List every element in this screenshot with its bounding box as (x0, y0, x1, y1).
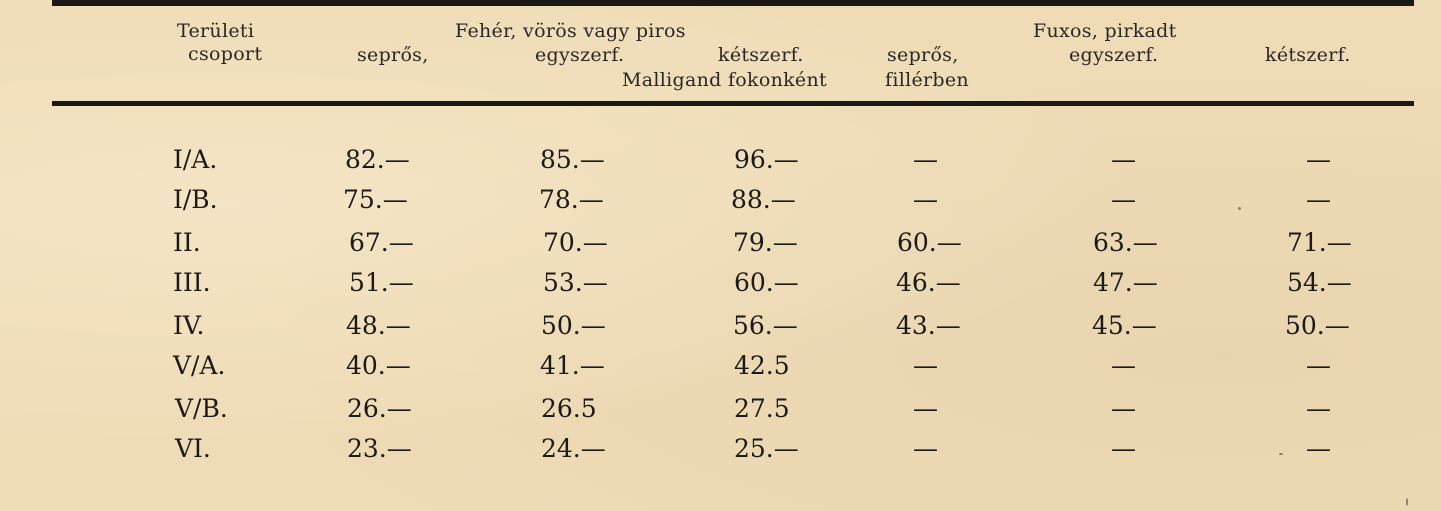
paper-speck (1238, 207, 1241, 210)
cell-egyszerf: 26.5 (541, 394, 597, 423)
header-group-line1: Területi (177, 20, 255, 42)
cell-ketszerf: 79.— (733, 228, 798, 257)
cell-fuxos-egyszerf: — (1111, 434, 1136, 463)
cell-fuxos-ketszerf: — (1306, 185, 1331, 214)
cell-fuxos-sepros: 43.— (896, 311, 961, 340)
row-group: II. (173, 228, 201, 257)
cell-ketszerf: 88.— (731, 185, 796, 214)
cell-egyszerf: 50.— (541, 311, 606, 340)
cell-fuxos-ketszerf: 54.— (1287, 268, 1352, 297)
header-malligand-note: Malligand fokonként (622, 69, 827, 91)
cell-sepros: 51.— (349, 268, 414, 297)
cell-fuxos-egyszerf: — (1111, 351, 1136, 380)
row-group: I/B. (173, 185, 218, 214)
cell-fuxos-sepros: — (913, 185, 938, 214)
cell-egyszerf: 70.— (543, 228, 608, 257)
header-fillerben-note: fillérben (885, 69, 969, 91)
row-group: IV. (173, 311, 205, 340)
paper-speck (1406, 498, 1408, 506)
cell-sepros: 23.— (347, 434, 412, 463)
top-rule (52, 0, 1414, 6)
cell-ketszerf: 27.5 (734, 394, 790, 423)
cell-sepros: 40.— (346, 351, 411, 380)
cell-fuxos-sepros: 46.— (896, 268, 961, 297)
cell-fuxos-egyszerf: — (1111, 394, 1136, 423)
header-group-line2: csoport (188, 43, 263, 65)
row-group: V/A. (173, 351, 226, 380)
cell-fuxos-sepros: — (913, 351, 938, 380)
cell-fuxos-egyszerf: 45.— (1092, 311, 1157, 340)
cell-sepros: 75.— (343, 185, 408, 214)
cell-fuxos-sepros: — (913, 434, 938, 463)
cell-fuxos-ketszerf: 71.— (1287, 228, 1352, 257)
header-fuxos-group-title: Fuxos, pirkadt (1033, 20, 1177, 42)
row-group: I/A. (173, 145, 218, 174)
cell-ketszerf: 42.5 (734, 351, 790, 380)
cell-egyszerf: 53.— (543, 268, 608, 297)
cell-fuxos-ketszerf: — (1306, 434, 1331, 463)
cell-egyszerf: 78.— (539, 185, 604, 214)
paper-speck (1279, 453, 1283, 455)
header-white-group-title: Fehér, vörös vagy piros (455, 20, 686, 42)
row-group: V/B. (175, 394, 228, 423)
cell-fuxos-egyszerf: 47.— (1093, 268, 1158, 297)
cell-fuxos-ketszerf: — (1306, 351, 1331, 380)
cell-egyszerf: 85.— (540, 145, 605, 174)
header-col-egyszerf: egyszerf. (535, 44, 625, 66)
cell-fuxos-egyszerf: 63.— (1093, 228, 1158, 257)
cell-sepros: 48.— (346, 311, 411, 340)
cell-ketszerf: 56.— (733, 311, 798, 340)
cell-sepros: 67.— (349, 228, 414, 257)
cell-ketszerf: 60.— (734, 268, 799, 297)
cell-sepros: 26.— (347, 394, 412, 423)
cell-fuxos-sepros: 60.— (897, 228, 962, 257)
header-bottom-rule (52, 101, 1414, 106)
header-col-fuxos-egyszerf: egyszerf. (1069, 44, 1159, 66)
header-col-fuxos-ketszerf: kétszerf. (1265, 44, 1351, 66)
row-group: III. (173, 268, 211, 297)
cell-egyszerf: 41.— (540, 351, 605, 380)
cell-egyszerf: 24.— (541, 434, 606, 463)
row-group: VI. (175, 434, 211, 463)
cell-ketszerf: 25.— (734, 434, 799, 463)
cell-fuxos-sepros: — (913, 145, 938, 174)
cell-fuxos-ketszerf: — (1306, 394, 1331, 423)
header-col-ketszerf: kétszerf. (718, 44, 804, 66)
header-col-sepros2: seprős, (887, 44, 959, 66)
header-col-sepros: seprős, (357, 44, 429, 66)
cell-sepros: 82.— (345, 145, 410, 174)
cell-fuxos-ketszerf: 50.— (1285, 311, 1350, 340)
cell-ketszerf: 96.— (734, 145, 799, 174)
cell-fuxos-egyszerf: — (1111, 145, 1136, 174)
cell-fuxos-egyszerf: — (1111, 185, 1136, 214)
cell-fuxos-ketszerf: — (1306, 145, 1331, 174)
cell-fuxos-sepros: — (913, 394, 938, 423)
